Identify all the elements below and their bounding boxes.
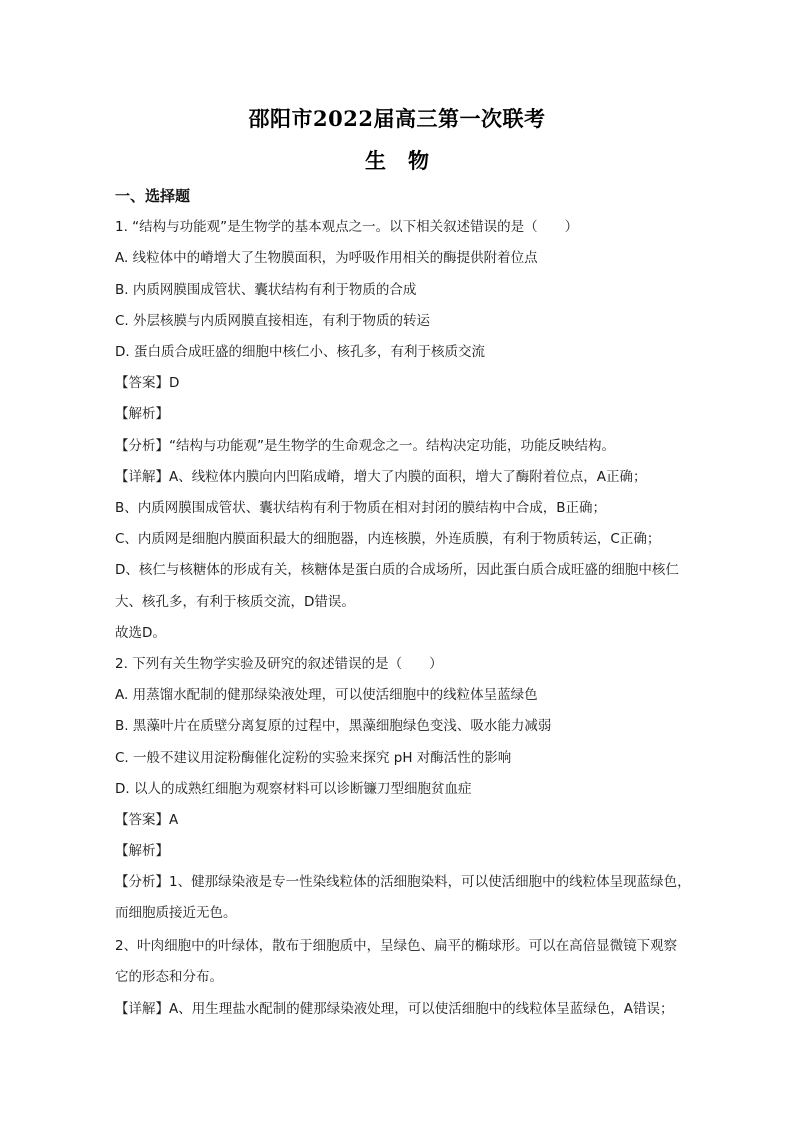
subject-title — [0, 145, 794, 175]
explanation-line: 【分析】1、健那绿染液是专一性染线粒体的活细胞染料，可以使活细胞中的线粒体呈现蓝绿色， — [115, 874, 691, 890]
explanation-line: 而细胞质接近无色。 — [115, 905, 237, 921]
explanation-line: 【分析】“结构与功能观”是生物学的生命观念之一。结构决定功能，功能反映结构。 — [115, 438, 615, 454]
option-line: D. 蛋白质合成旺盛的细胞中核仁小、核孔多，有利于核质交流 — [115, 344, 485, 360]
option-line: B. 内质网膜围成管状、囊状结构有利于物质的合成 — [115, 282, 417, 298]
answer-line: 【答案】A — [115, 812, 179, 828]
exam-title: 邵阳市2022届高三第一次联考 — [248, 106, 546, 131]
option-line: B. 黑藻叶片在质壁分离复原的过程中，黑藻细胞绿色变浅、吸水能力减弱 — [115, 718, 552, 734]
question-stem: 1. “结构与功能观”是生物学的基本观点之一。以下相关叙述错误的是（ ） — [115, 219, 579, 235]
explanation-line: D、核仁与核糖体的形成有关，核糖体是蛋白质的合成场所，因此蛋白质合成旺盛的细胞中核仁 — [115, 562, 679, 578]
conclusion-line: 故选D。 — [115, 625, 166, 641]
explanation-line: B、内质网膜围成管状、囊状结构有利于物质在相对封闭的膜结构中合成，B正确； — [115, 500, 607, 516]
analysis-label: 【解析】 — [115, 406, 169, 422]
explanation-line: 它的形态和分布。 — [115, 969, 223, 985]
subject-char: 生 — [365, 148, 386, 173]
analysis-label: 【解析】 — [115, 843, 169, 859]
subject-char: 物 — [408, 148, 429, 173]
option-line: C. 一般不建议用淀粉酶催化淀粉的实验来探究 pH 对酶活性的影响 — [115, 750, 512, 766]
explanation-line: C、内质网是细胞内膜面积最大的细胞器，内连核膜，外连质膜，有利于物质转运，C正确； — [115, 531, 661, 547]
explanation-line: 【详解】A、线粒体内膜向内凹陷成嵴，增大了内膜的面积，增大了酶附着位点，A正确； — [115, 469, 647, 485]
option-line: A. 线粒体中的嵴增大了生物膜面积，为呼吸作用相关的酶提供附着位点 — [115, 250, 538, 266]
option-line: A. 用蒸馏水配制的健那绿染液处理，可以使活细胞中的线粒体呈蓝绿色 — [115, 687, 538, 703]
question-stem: 2. 下列有关生物学实验及研究的叙述错误的是（ ） — [115, 656, 443, 672]
option-line: D. 以人的成熟红细胞为观察材料可以诊断镰刀型细胞贫血症 — [115, 781, 472, 797]
explanation-line: 2、叶肉细胞中的叶绿体，散布于细胞质中，呈绿色、扁平的椭球形。可以在高倍显微镜下观察 — [115, 938, 678, 954]
option-line: C. 外层核膜与内质网膜直接相连，有利于物质的转运 — [115, 313, 431, 329]
answer-line: 【答案】D — [115, 375, 180, 391]
explanation-line: 【详解】A、用生理盐水配制的健那绿染液处理，可以使活细胞中的线粒体呈蓝绿色，A错误； — [115, 1001, 674, 1017]
section-heading: 一、选择题 — [115, 187, 191, 205]
explanation-line: 大、核孔多，有利于核质交流，D错误。 — [115, 594, 355, 610]
